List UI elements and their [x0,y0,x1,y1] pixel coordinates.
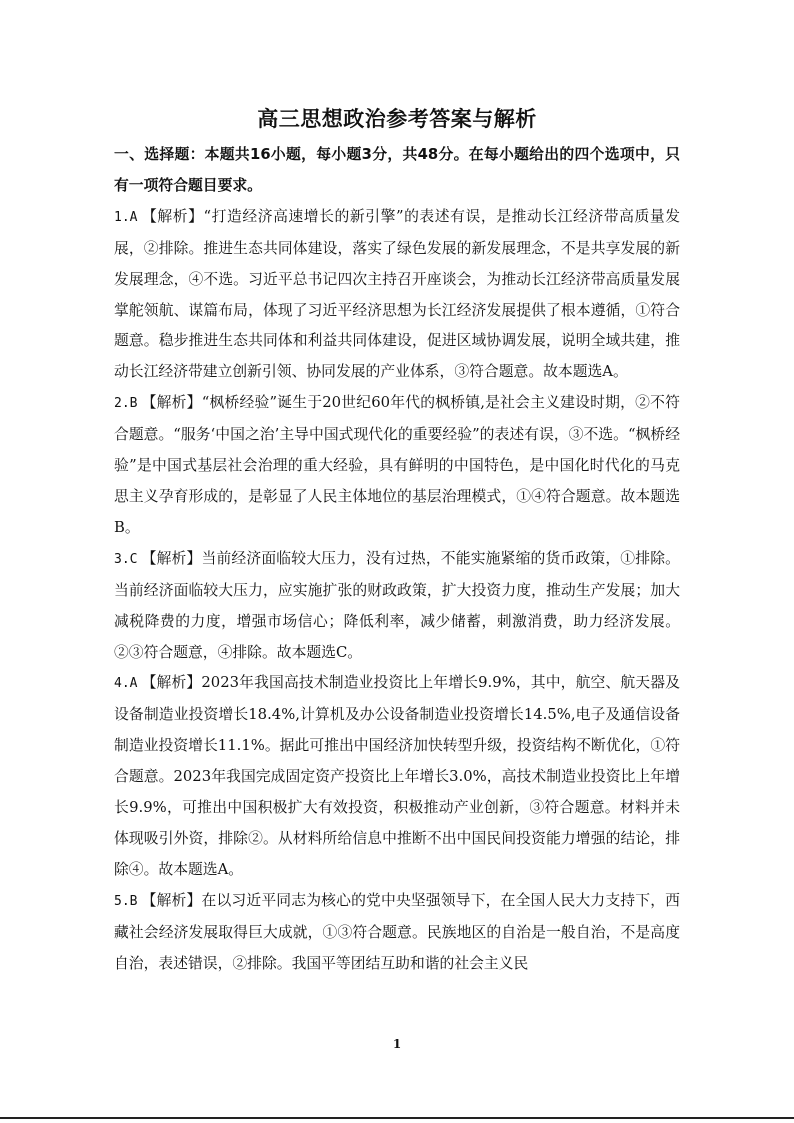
answer-number: 4.A [114,676,138,692]
answer-item-5 [114,886,680,980]
analysis-text: 在以习近平同志为核心的党中央坚强领导下，在全国人民大力支持下，西藏社会经济发展取得巨大成就，①③符合题意。民族地区的自治是一般自治，不是高度自治，表述错误，②排除。我国平等团结互助和谐的社会主义民 [114,891,680,972]
analysis-text: 2023年我国高技术制造业投资比上年增长9.9%，其中，航空、航天器及设备制造业投资增长18.4%,计算机及办公设备制造业投资增长14.5%,电子及通信设备制造业投资增长11.1%。据此可推出中国经济加快转型升级，投资结构不断优化，①符合题意。2023年我国完成固定资产投资比上年增长3.0%，高技术制造业投资比上年增长9.9%，可推出中国积极扩大有效投资，积极推动产业创新，③符合题意。材料并未体现吸引外资，排除②。从材料所给信息中推断不出中国民间投资能力增强的结论，排除④。故本题选A。 [114,674,680,878]
analysis-text: 当前经济面临较大压力，没有过热，不能实施紧缩的货币政策，①排除。当前经济面临较大压力，应实施扩张的财政政策，扩大投资力度，推动生产发展；加大减税降费的力度，增强市场信心；降低利率，减少储蓄，刺激消费，助力经济发展。②③符合题意，④排除。故本题选C。 [114,549,680,661]
analysis-text: “打造经济高速增长的新引擎”的表述有误，是推动长江经济带高质量发展，②排除。推进生态共同体建设，落实了绿色发展的新发展理念，不是共享发展的新发展理念，④不选。习近平总书记四次主持召开座谈会，为推动长江经济带高质量发展掌舵领航、谋篇布局，体现了习近平经济思想为长江经济发展提供了根本遵循，①符合题意。稳步推进生态共同体和利益共同体建设，促进区域协调发展，说明全域共建，推动长江经济带建立创新引领、协同发展的产业体系，③符合题意。故本题选A。 [114,207,680,381]
answer-item-2 [114,388,680,544]
answer-number: 2.B [114,396,138,412]
answer-item-1 [114,202,680,388]
analysis-tag: 【解析】 [141,549,202,567]
analysis-tag: 【解析】 [141,207,204,225]
analysis-tag: 【解析】 [141,674,202,692]
answer-number: 3.C [114,551,138,567]
section-heading: 一、选择题：本题共16小题，每小题3分，共48分。在每小题给出的四个选项中，只有一项符合题目要求。 [114,146,680,194]
footer-divider [0,1117,794,1119]
document-body [114,140,680,979]
page-number: 1 [392,1037,402,1051]
answer-number: 5.B [114,893,138,909]
answer-item-4 [114,668,680,885]
analysis-tag: 【解析】 [141,394,202,412]
document-title: 高三思想政治参考答案与解析 [257,107,537,131]
analysis-tag: 【解析】 [141,891,202,909]
answer-number: 1.A [114,209,138,225]
analysis-text: “枫桥经验”诞生于20世纪60年代的枫桥镇,是社会主义建设时期，②不符合题意。“服务‘中国之治’主导中国式现代化的重要经验”的表述有误，③不选。“枫桥经验”是中国式基层社会治理的重大经验，具有鲜明的中国特色，是中国化时代化的马克思主义孕育形成的，是彰显了人民主体地位的基层治理模式，①④符合题意。故本题选B。 [114,394,680,536]
answer-item-3 [114,544,680,669]
